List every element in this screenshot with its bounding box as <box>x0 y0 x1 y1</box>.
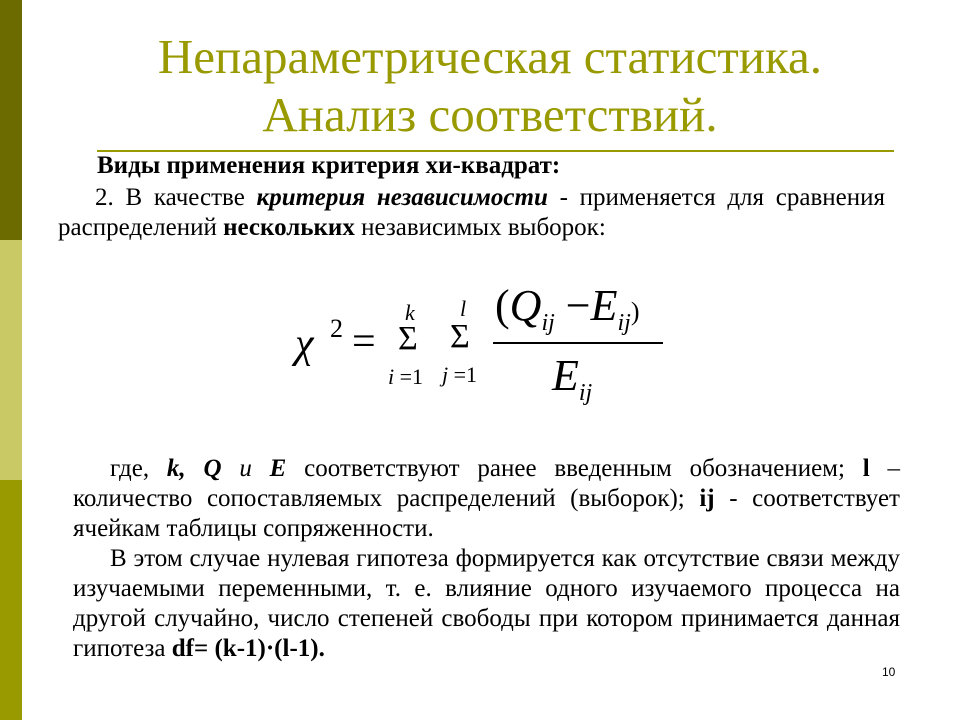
title-line-2: Анализ соответствий. <box>262 87 718 142</box>
formula-chi: χ <box>295 321 314 367</box>
title-line-1: Непараметрическая статистика. <box>157 29 823 84</box>
formula-lower-j: j =1 <box>442 362 478 387</box>
p1-text-2: - применяется для сравнения распределений <box>58 184 885 241</box>
formula-sum-j: Σ <box>450 318 470 355</box>
section-heading: Виды применения критерия хи-квадрат: <box>97 152 561 179</box>
sidebar-segment-bottom <box>0 480 22 720</box>
sidebar-segment-middle <box>0 240 22 480</box>
formula-sum-i: Σ <box>398 320 418 357</box>
formula-lower-i: i =1 <box>388 364 424 389</box>
formula-power: 2 <box>330 314 343 343</box>
slide-title <box>40 28 940 144</box>
sidebar-segment-top <box>0 0 22 240</box>
p1-emphasis: критерия независимости <box>256 184 548 211</box>
paragraph-notation: где, k, Q и E соответствуют ранее введенным обозначением; l – количество сопоставляемых распределений (выборок); ij - соответствует ячейкам таблицы сопряженности. <box>73 455 901 542</box>
formula-denominator: $E_{ij}$ <box>552 351 593 406</box>
chi-square-formula <box>290 270 690 420</box>
df-formula: df= (k-1)·(l-1). <box>171 635 325 662</box>
formula-upper-l: l <box>460 296 467 321</box>
formula-numerator: $(Q_{ij} -E_{ij})$ <box>495 281 640 336</box>
formula-equals: = <box>352 319 376 365</box>
paragraph-independence <box>58 183 885 243</box>
p1-bold: нескольких <box>223 214 355 241</box>
p1-text-3: независимых выборок: <box>354 214 606 241</box>
paragraph-hypothesis: В этом случае нулевая гипотеза формируется как отсутствие связи между изучаемыми переменными, т. е. влияние одного изучаемого процесса на другой случайно, число степеней свободы при котором принимается данная гипотеза df= (k-1)·(l-1). <box>73 545 900 662</box>
formula-upper-k: k <box>405 300 415 325</box>
p1-text-1: 2. В качестве <box>95 184 257 211</box>
sidebar-decoration <box>0 0 22 720</box>
formula-fraction-bar <box>493 342 663 344</box>
page-number: 10 <box>882 665 896 679</box>
